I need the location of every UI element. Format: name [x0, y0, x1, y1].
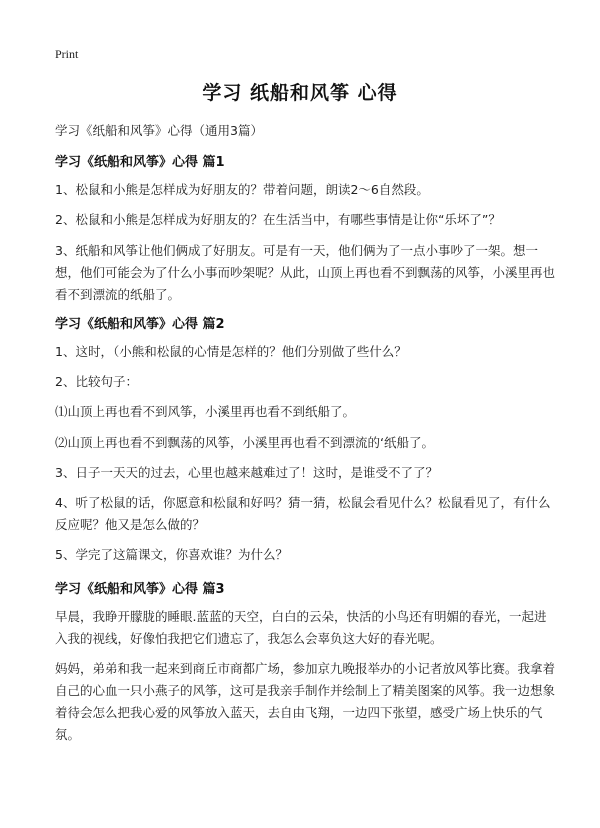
section-1-paragraph-2: 2、松鼠和小熊是怎样成为好朋友的？在生活当中，有哪些事情是让你“乐坏了”？ — [55, 212, 501, 227]
section-3-paragraph-2: 妈妈，弟弟和我一起来到商丘市商都广场，参加京九晚报举办的小记者放风筝比赛。我拿着自己的心血一只小燕子的风筝，这可是我亲手制作并绘制上了精美图案的风筝。我一边想象着待会怎么把我心爱的风筝放入蓝天，去自由飞翔，一边四下张望，感受广场上快乐的气氛。 — [55, 661, 556, 742]
section-1-heading: 学习《纸船和风筝》心得 篇1 — [55, 155, 225, 170]
section-3-paragraph-1: 早晨，我睁开朦胧的睡眼.蓝蓝的天空，白白的云朵，快活的小鸟还有明媚的春光，一起进入我的视线，好像怕我把它们遗忘了，我怎么会辜负这大好的春光呢。 — [55, 609, 547, 646]
page-title: 学习 纸船和风筝 心得 — [202, 82, 398, 104]
section-2-heading: 学习《纸船和风筝》心得 篇2 — [55, 317, 225, 332]
section-1-paragraph-3: 3、纸船和风筝让他们俩成了好朋友。可是有一天，他们俩为了一点小事吵了一架。想一想，他们可能会为了什么小事而吵架呢？从此，山顶上再也看不到飘荡的风筝，小溪里再也看不到漂流的纸船了。 — [55, 243, 556, 302]
section-2-paragraph-5: 3、日子一天天的过去，心里也越来越难过了！这时，是谁受不了了？ — [55, 465, 438, 480]
section-3-heading: 学习《纸船和风筝》心得 篇3 — [55, 582, 225, 597]
section-2-paragraph-4: ⑵山顶上再也看不到飘荡的风筝，小溪里再也看不到漂流的‘纸船了。 — [55, 435, 434, 450]
section-2-paragraph-2: 2、比较句子： — [55, 374, 138, 389]
section-2-paragraph-3: ⑴山顶上再也看不到风筝，小溪里再也看不到纸船了。 — [55, 404, 356, 419]
print-label: Print — [55, 47, 79, 61]
section-2-paragraph-6: 4、听了松鼠的话，你愿意和松鼠和好吗？猜一猜，松鼠会看见什么？松鼠看见了，有什么反应呢？他又是怎么做的？ — [55, 495, 551, 532]
section-2-paragraph-7: 5、学完了这篇课文，你喜欢谁？为什么？ — [55, 547, 288, 562]
section-1-paragraph-1: 1、松鼠和小熊是怎样成为好朋友的？带着问题，朗读2～6自然段。 — [55, 182, 429, 197]
document-subtitle: 学习《纸船和风筝》心得（通用3篇） — [55, 123, 263, 138]
section-2-paragraph-1: 1、这时，（小熊和松鼠的心情是怎样的？他们分别做了些什么？ — [55, 344, 407, 359]
